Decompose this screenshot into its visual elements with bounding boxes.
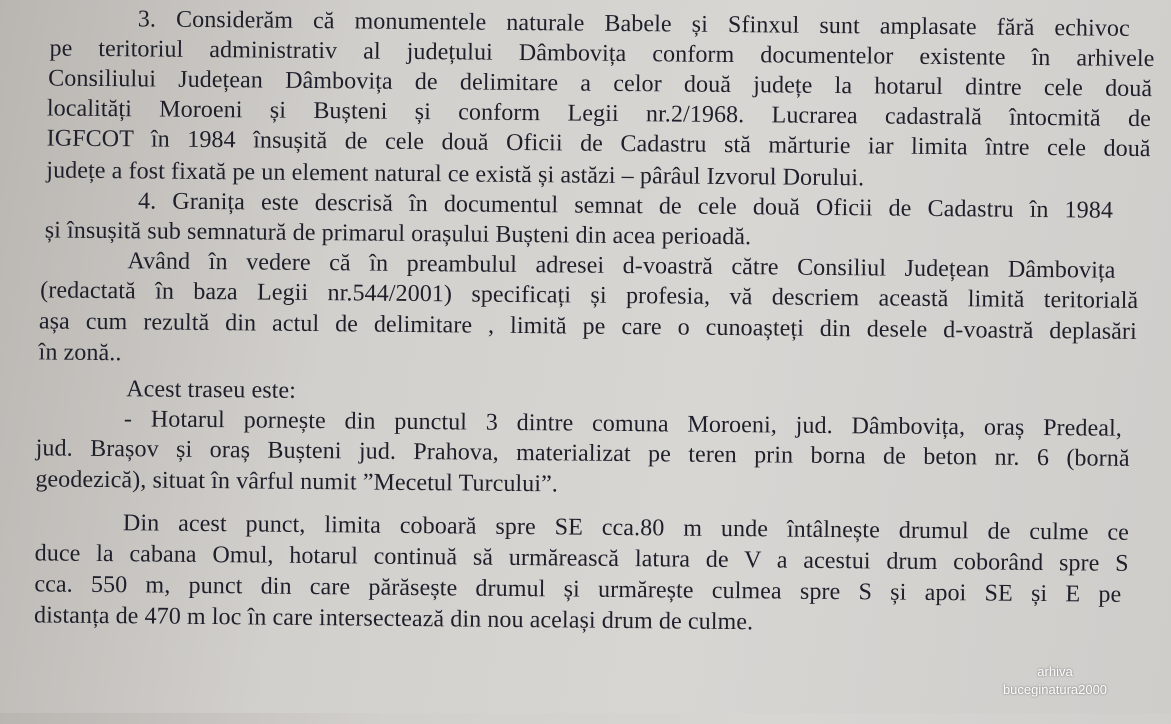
text-line-4: localități Moroeni și Bușteni și conform Legii nr.2/1968. Lucrarea cadastrală întocmită de [46,95,1152,133]
text-line-9: Având în vedere că în preambulul adresei d-voastră către Consiliul Județean Dâmbovița [127,248,1116,284]
text-line-19: cca. 550 m, punct din care părăsește drumul și urmărește culmea spre S și apoi SE și E pe [34,571,1122,608]
text-line-16: geodezică), situat în vârful numit ”Mecetul Turcului”. [35,466,559,498]
text-line-17: Din acest punct, limita coboară spre SE cca.80 m unde întâlnește drumul de culme ce [122,510,1130,546]
text-line-15: jud. Brașov și oraș Bușteni jud. Prahova, materializat pe teren prin borna de beton nr. 6 (bornă [35,435,1130,472]
text-line-2: pe teritoriul administrativ al județului Dâmbovița conform documentelor existente în arhivele [49,35,1155,73]
text-line-18: duce la cabana Omul, hotarul continuă să urmărească latura de V a acestui drum coborând spre S [34,540,1129,577]
text-line-1: 3. Considerăm că monumentele naturale Babele și Sfinxul sunt amplasate fără echivoc [137,6,1130,42]
watermark-line-2: buceginatura2000 [1002,682,1108,697]
text-line-5: IGFCOT în 1984 însușită de cele două Oficii de Cadastru stă mărturie iar limita între cele două [46,125,1151,163]
text-line-14: - Hotarul pornește din punctul 3 dintre comuna Moroeni, jud. Dâmbovița, oraș Predeal, [123,406,1123,442]
text-line-6: județe a fost fixată pe un element natural ce există și astăzi – pârâul Izvorul Dorului. [46,157,865,192]
text-line-11: așa cum rezultă din actul de delimitare , limită pe care o cunoașteți din desele d-voastră deplasări [38,308,1137,345]
text-line-20: distanța de 470 m loc în care intersectează din nou același drum de culme. [33,602,754,636]
text-line-7: 4. Granița este descrisă în documentul semnat de cele două Oficii de Cadastru în 1984 [137,188,1114,224]
text-line-12: în zonă.. [38,339,122,367]
text-line-13: Acest traseu este: [126,376,297,404]
watermark-line-1: arhiva [1037,664,1073,679]
watermark [975,663,1135,699]
text-line-10: (redactată în baza Legii nr.544/2001) specificați și profesia, vă descriem această limită teritorială [40,277,1139,314]
text-line-3: Consiliului Județean Dâmbovița de delimitare a celor două județe la hotarul dintre cele două [48,65,1153,103]
text-line-8: și însușită sub semnatură de primarul orașului Bușteni din acea perioadă. [44,217,752,251]
